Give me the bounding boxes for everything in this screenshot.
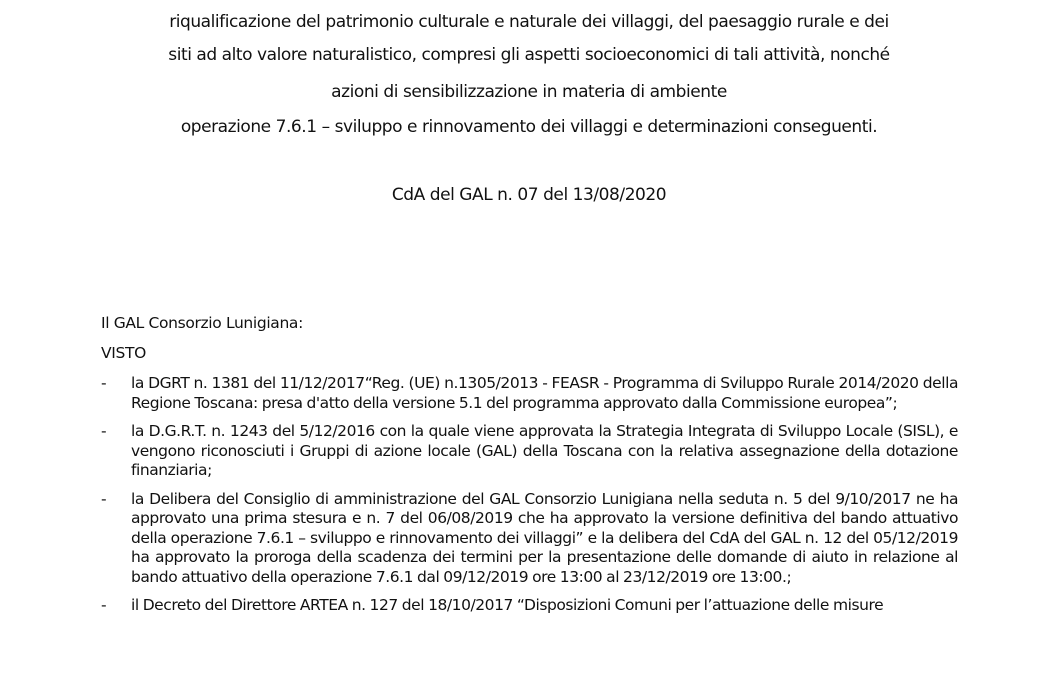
list-bullet: - (101, 489, 107, 508)
list-item-text: la D.G.R.T. n. 1243 del 5/12/2016 con la quale viene approvata la Strategia Integrata di Sviluppo Locale (SISL), e vengono riconosciuti i Gruppi di azione locale (GAL) della Toscana con la relativa assegnazione della dotazione finanziaria; (131, 422, 958, 479)
list-item (101, 596, 958, 616)
intro-text: Il GAL Consorzio Lunigiana: (101, 314, 303, 332)
list-bullet: - (101, 374, 107, 392)
list-bullet: - (101, 596, 107, 614)
header-line-1: riqualificazione del patrimonio culturale e naturale dei villaggi, del paesaggio rurale e dei (169, 12, 889, 32)
list-item (101, 374, 958, 413)
header-line-2: siti ad alto valore naturalistico, compresi gli aspetti socioeconomici di tali attività, nonché (168, 45, 890, 65)
header-line-3: azioni di sensibilizzazione in materia di ambiente (331, 82, 727, 102)
visto-heading: VISTO (101, 344, 146, 362)
list-item-text: la DGRT n. 1381 del 11/12/2017“Reg. (UE) n.1305/2013 - FEASR - Programma di Sviluppo Rurale 2014/2020 della Regione Toscana: presa d'atto della versione 5.1 del programma approvato dalla Commissione europea”; (131, 374, 958, 412)
list-bullet: - (101, 422, 107, 440)
cda-reference: CdA del GAL n. 07 del 13/08/2020 (391, 185, 667, 205)
premises-list (101, 374, 958, 625)
header-line-4: operazione 7.6.1 – sviluppo e rinnovamento dei villaggi e determinazioni conseguenti. (180, 117, 878, 137)
list-item (101, 490, 958, 588)
list-item-text: il Decreto del Direttore ARTEA n. 127 del 18/10/2017 “Disposizioni Comuni per l’attuazione delle misure (131, 596, 884, 614)
list-item (101, 422, 958, 481)
list-item-text: la Delibera del Consiglio di amministrazione del GAL Consorzio Lunigiana nella seduta n. 5 del 9/10/2017 ne ha approvato una prima stesura e n. 7 del 06/08/2019 che ha approvato la versione definitiva del bando attuativo della operazione 7.6.1 – sviluppo e rinnovamento dei villaggi” e la delibera del CdA del GAL n. 12 del 05/12/2019 ha approvato la proroga della scadenza dei termini per la presentazione delle domande di aiuto in relazione al bando attuativo della operazione 7.6.1 dal 09/12/2019 ore 13:00 al 23/12/2019 ore 13:00.; (131, 489, 958, 586)
